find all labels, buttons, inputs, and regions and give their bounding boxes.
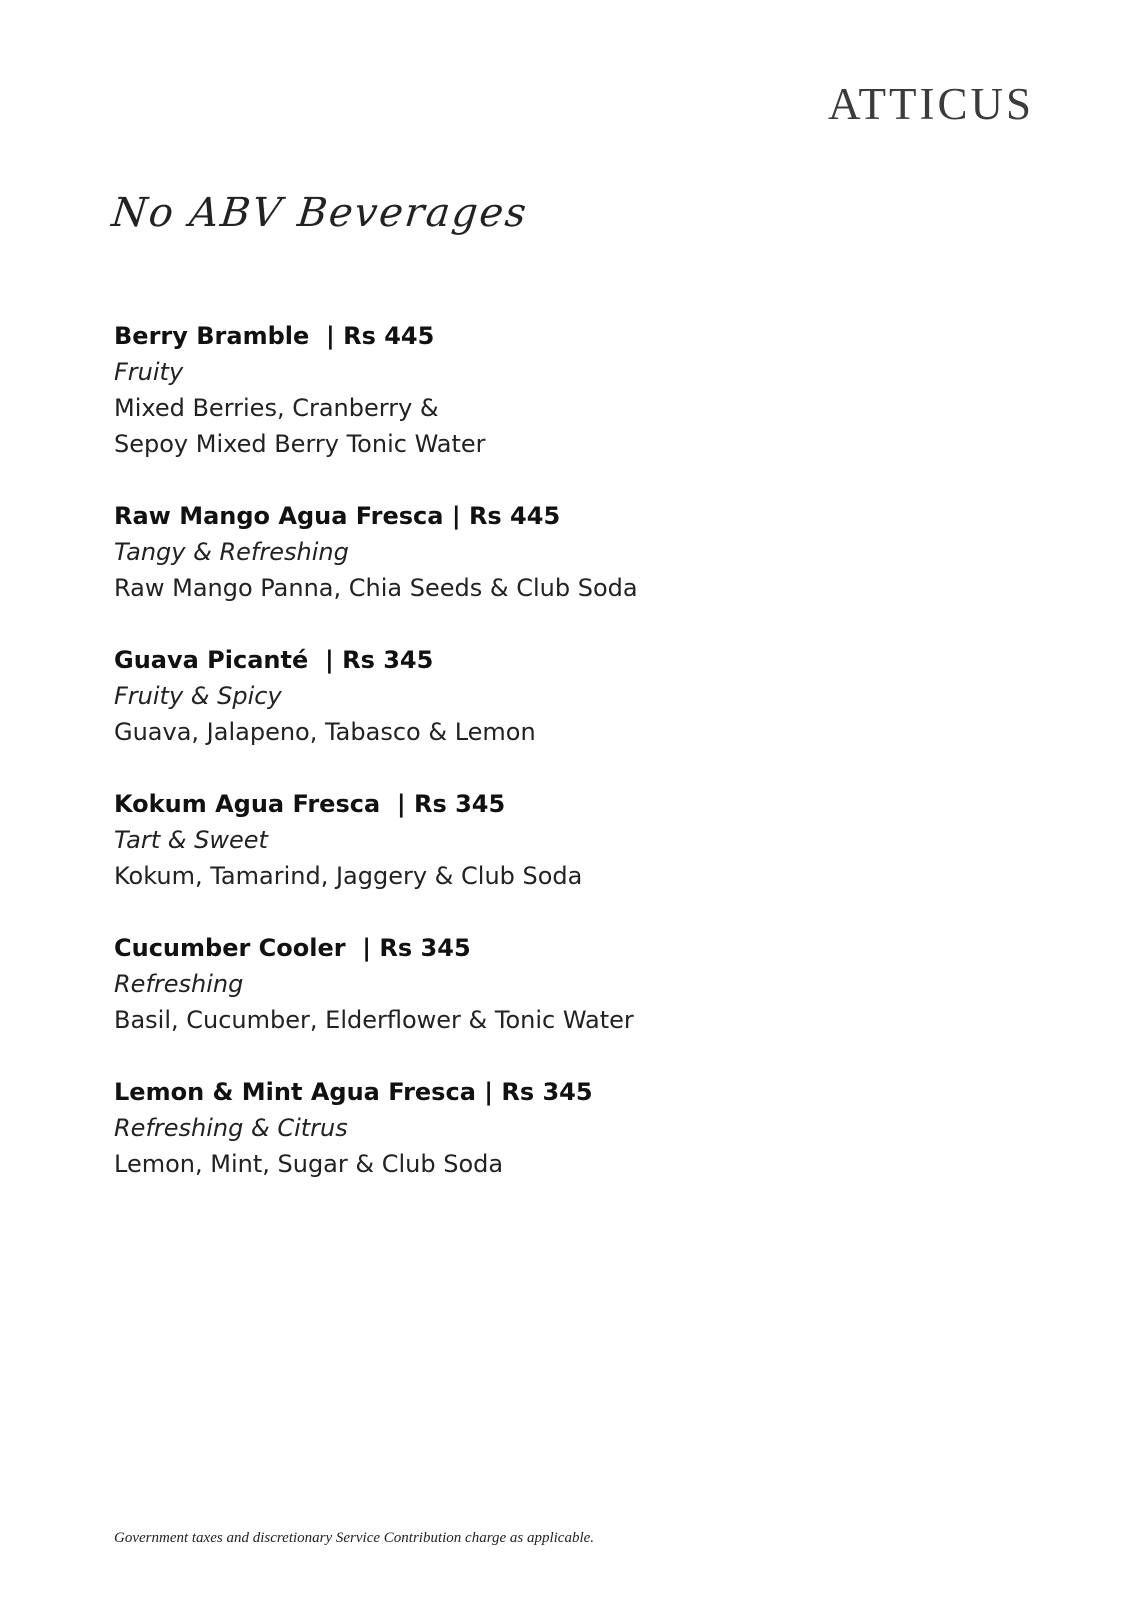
menu-item <box>114 318 834 462</box>
menu-item-style: Refreshing & Citrus <box>114 1114 348 1142</box>
menu-item-style: Fruity <box>114 358 184 386</box>
menu-item <box>114 1074 834 1182</box>
menu-item <box>114 930 834 1038</box>
menu-item-style: Fruity & Spicy <box>114 682 282 710</box>
menu-item <box>114 642 834 750</box>
menu-item-description: Basil, Cucumber, Elderflower & Tonic Water <box>114 1006 634 1034</box>
menu-item <box>114 498 834 606</box>
menu-item-description: Mixed Berries, Cranberry & Sepoy Mixed Berry Tonic Water <box>114 394 486 458</box>
tax-note: Government taxes and discretionary Service Contribution charge as applicable. <box>114 1530 595 1546</box>
menu-item-description: Kokum, Tamarind, Jaggery & Club Soda <box>114 862 583 890</box>
menu-item-style: Tangy & Refreshing <box>114 538 349 566</box>
page-title: No ABV Beverages <box>109 190 531 236</box>
menu-item-title: Berry Bramble | Rs 445 <box>114 322 435 350</box>
menu-item-title: Kokum Agua Fresca | Rs 345 <box>114 790 506 818</box>
beverage-menu <box>114 318 834 1218</box>
menu-item-style: Tart & Sweet <box>114 826 268 854</box>
menu-item-description: Guava, Jalapeno, Tabasco & Lemon <box>114 718 536 746</box>
menu-item-description: Lemon, Mint, Sugar & Club Soda <box>114 1150 504 1178</box>
menu-item-title: Cucumber Cooler | Rs 345 <box>114 934 471 962</box>
brand-logo: ATTICUS <box>827 79 1034 129</box>
menu-item-title: Raw Mango Agua Fresca | Rs 445 <box>114 502 561 530</box>
menu-item-style: Refreshing <box>114 970 244 998</box>
menu-item-description: Raw Mango Panna, Chia Seeds & Club Soda <box>114 574 638 602</box>
menu-item-title: Guava Picanté | Rs 345 <box>114 646 434 674</box>
menu-item <box>114 786 834 894</box>
menu-item-title: Lemon & Mint Agua Fresca | Rs 345 <box>114 1078 593 1106</box>
